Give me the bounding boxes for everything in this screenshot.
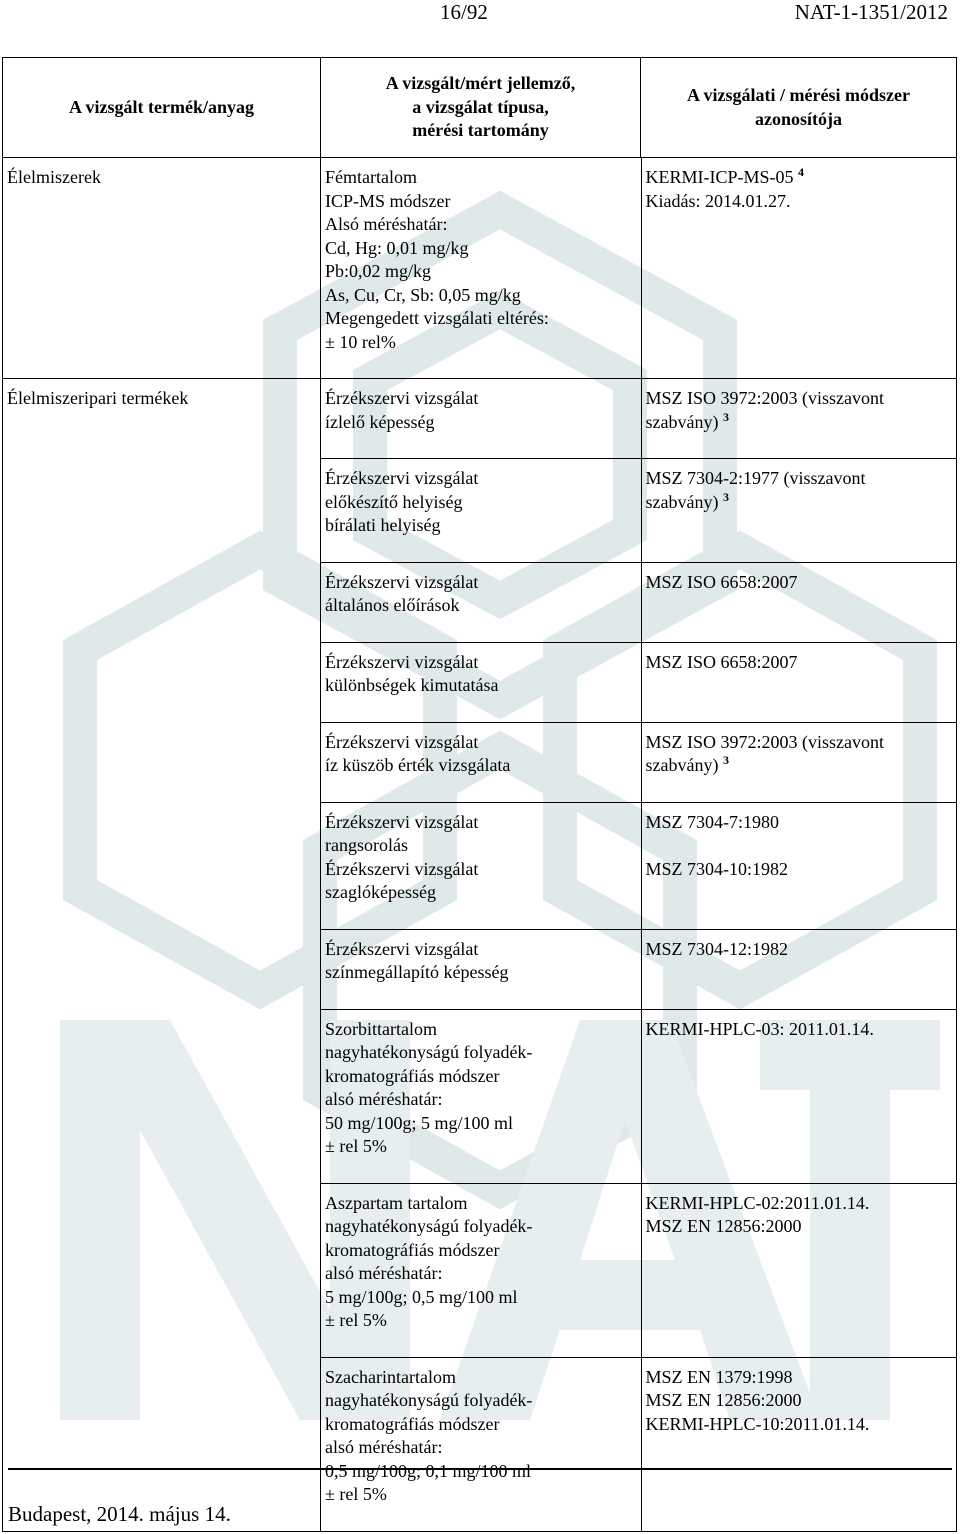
characteristic-line: Érzékszervi vizsgálat [325,388,479,408]
subblock-row [321,929,957,1009]
characteristic-line: 5 mg/100g; 0,5 mg/100 ml [325,1286,518,1307]
method-line [646,1366,958,1390]
product-cell [3,158,321,379]
method-line [646,1389,958,1413]
table-row [3,158,957,379]
characteristic-line: kromatográfiás módszer [325,1065,500,1086]
subblock-row [321,722,957,802]
subblock-row [321,1183,957,1357]
method-line-text: KERMI-HPLC-03: 2011.01.14. [645,1018,874,1039]
characteristic-line: Érzékszervi vizsgálat [325,651,479,672]
method-line [646,938,958,962]
method-line-text: MSZ 7304-10:1982 [645,858,789,879]
footnote-marker: 4 [798,165,805,179]
characteristic-line: nagyhatékonyságú folyadék- [325,1216,533,1236]
header-line: A vizsgálati / mérési módszer [687,85,910,105]
method-line-text: MSZ 7304-7:1980 [645,811,780,832]
method-line [646,1413,958,1437]
characteristic-line: Pb:0,02 mg/kg [325,261,432,281]
characteristic-line: Érzékszervi vizsgálat [325,468,479,488]
characteristic-line: ICP-MS módszer [325,190,451,211]
accreditation-table [2,57,957,1532]
characteristic-line: Cd, Hg: 0,01 mg/kg [325,237,469,258]
characteristic-line: íz küszöb érték vizsgálata [325,755,511,775]
characteristic-text [321,929,641,1009]
method-line-text: MSZ 7304-2:1977 (visszavont [645,468,866,488]
characteristic-line: különbségek kimutatása [325,675,499,695]
characteristic-line: ± rel 5% [325,1310,387,1330]
header-line: A vizsgált/mért jellemző, [385,73,576,94]
method-line-text: szabvány) [645,491,719,512]
method-text [641,858,957,930]
characteristic-line: előkészítő helyiség [325,491,463,512]
method-text [641,722,957,802]
method-line-text: MSZ 7304-12:1982 [645,938,789,959]
header-line: azonosítója [755,108,842,129]
subblock-row [321,158,957,378]
characteristic-line: alsó méréshatár: [325,1263,443,1283]
method-line [646,387,958,411]
method-text [641,562,957,642]
method-line-text: KERMI-ICP-MS-05 [645,167,794,187]
subblock-row [321,459,957,563]
header-product [3,58,321,158]
method-line [646,1018,958,1042]
characteristic-text [321,562,641,642]
characteristic-line: ízlelő képesség [325,411,435,432]
subblock-grid [321,158,957,378]
method-line [646,754,958,778]
footer-place-date: Budapest, 2014. május 14. [8,1502,231,1526]
method-text [641,1183,957,1357]
method-line-text: KERMI-HPLC-10:2011.01.14. [645,1413,870,1434]
method-line [646,1192,958,1216]
method-text [641,929,957,1009]
characteristic-line: alsó méréshatár: [325,1437,443,1457]
characteristic-line: Érzékszervi vizsgálat [325,858,479,879]
characteristic-line: Alsó méréshatár: [325,214,448,234]
characteristic-line: általános előírások [325,595,460,615]
header-line: A vizsgált termék/anyag [69,96,254,117]
characteristic-line: bírálati helyiség [325,515,441,535]
subblock-row [321,1009,957,1183]
footer-divider [8,1468,952,1470]
characteristic-text [321,1357,641,1531]
characteristic-line: rangsorolás [325,835,408,855]
header-line: mérési tartomány [412,120,549,141]
method-line [646,571,958,595]
subblock-row [321,1357,957,1531]
characteristic-line: Fémtartalom [325,167,417,187]
header-method [641,58,957,158]
method-line [646,651,958,675]
characteristic-text [321,379,641,459]
subblock-grid [321,379,957,1531]
method-text [641,1357,957,1531]
method-line-text: KERMI-HPLC-02:2011.01.14. [645,1192,870,1213]
method-line [646,166,958,190]
product-cell [3,379,321,1532]
subblock-row [321,379,957,459]
characteristic-line: ± rel 5% [325,1484,387,1504]
table-row [3,379,957,1532]
method-text [641,1009,957,1183]
header-characteristic [321,58,641,158]
method-line-text: szabvány) [645,411,719,432]
characteristic-line: As, Cu, Cr, Sb: 0,05 mg/kg [325,284,521,305]
subblock-row [321,858,957,930]
characteristic-line: ± rel 5% [325,1136,387,1156]
characteristic-cell [321,158,957,379]
footnote-marker: 3 [722,753,729,767]
subblock-row [321,642,957,722]
characteristic-line: 0,5 mg/100g; 0,1 mg/100 ml [325,1460,532,1481]
characteristic-text [321,858,641,930]
characteristic-line: alsó méréshatár: [325,1089,443,1109]
method-line [646,1215,958,1239]
table-header-row [3,58,957,158]
method-line [646,411,958,435]
method-line-text: MSZ ISO 3972:2003 (visszavont [645,731,884,752]
characteristic-line: Aszpartam tartalom [325,1192,468,1213]
characteristic-line: ± 10 rel% [325,331,396,352]
footnote-marker: 3 [722,409,729,424]
method-text [641,642,957,722]
method-line [646,811,958,835]
method-line [646,491,958,515]
header-line: a vizsgálat típusa, [412,96,549,117]
subblock-row [321,802,957,858]
characteristic-text [321,722,641,802]
characteristic-line: szaglóképesség [325,882,436,902]
characteristic-cell [321,379,957,1532]
characteristic-text [321,459,641,563]
characteristic-text [321,1009,641,1183]
method-line-text: MSZ EN 1379:1998 [645,1366,793,1387]
method-text [641,459,957,563]
characteristic-text [321,1183,641,1357]
footnote-marker: 3 [722,489,729,504]
characteristic-line: Érzékszervi vizsgálat [325,811,479,832]
characteristic-line: Érzékszervi vizsgálat [325,731,479,752]
method-text [641,379,957,459]
method-text [641,802,957,858]
characteristic-line: 50 mg/100g; 5 mg/100 ml [325,1112,514,1133]
product-name: Élelmiszerek [7,167,101,187]
method-line [646,467,958,491]
characteristic-line: kromatográfiás módszer [325,1413,500,1434]
method-line [646,190,958,214]
method-line-text: Kiadás: 2014.01.27. [645,190,791,211]
method-line-text: MSZ EN 12856:2000 [645,1390,802,1410]
characteristic-text [321,158,641,378]
method-line-text: MSZ EN 12856:2000 [645,1216,802,1236]
method-text [641,158,957,378]
characteristic-line: Megengedett vizsgálati eltérés: [325,308,549,328]
characteristic-line: kromatográfiás módszer [325,1239,500,1260]
characteristic-text [321,642,641,722]
method-line-text: szabvány) [645,755,719,775]
method-line-text: MSZ ISO 6658:2007 [645,651,798,672]
characteristic-line: Érzékszervi vizsgálat [325,571,479,592]
characteristic-line: nagyhatékonyságú folyadék- [325,1390,533,1410]
method-line [646,858,958,882]
document-id: NAT-1-1351/2012 [794,0,948,24]
characteristic-line: színmegállapító képesség [325,962,509,982]
characteristic-line: Érzékszervi vizsgálat [325,938,479,959]
subblock-row [321,562,957,642]
page-number: 16/92 [440,0,488,24]
product-name: Élelmiszeripari termékek [7,388,189,408]
characteristic-text [321,802,641,858]
characteristic-line: nagyhatékonyságú folyadék- [325,1042,533,1062]
characteristic-line: Szorbittartalom [325,1018,437,1039]
method-line-text: MSZ ISO 3972:2003 (visszavont [645,388,884,408]
method-line [646,731,958,755]
method-line-text: MSZ ISO 6658:2007 [645,571,798,592]
characteristic-line: Szacharintartalom [325,1366,456,1387]
